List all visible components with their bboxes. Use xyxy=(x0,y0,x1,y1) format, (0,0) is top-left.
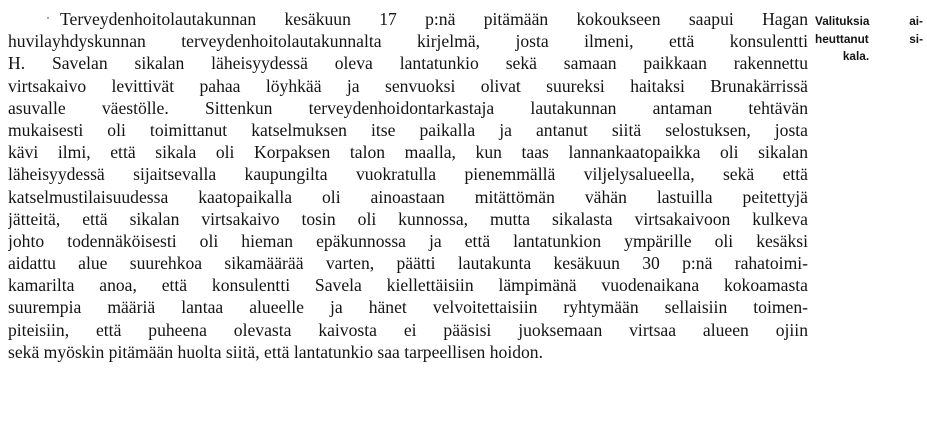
paragraph-line: asuvalle väestölle. Sittenkun terveydenhoidontarkastaja lautakunnan antaman tehtävän xyxy=(8,97,808,118)
paragraph-line: kävi ilmi, että sikala oli Korpaksen talon maalla, kun taas lannankaatopaikka oli sikalan xyxy=(8,142,808,163)
paragraph-line: suurempia määriä lantaa alueelle ja hänet velvoitettaisiin ryhtymään sellaisiin toimen- xyxy=(8,297,808,318)
paragraph-line: johto todennäköisesti oli hieman epäkunnossa ja että lantatunkion ympärille oli kesäksi xyxy=(8,230,808,251)
margin-note-line: heuttanut si- xyxy=(815,31,923,46)
margin-note xyxy=(815,13,923,66)
paragraph-line: sekä myöskin pitämään huolta siitä, että lantatunkio saa tarpeellisen hoidon. xyxy=(8,341,544,362)
paragraph-line: huvilayhdyskunnan terveydenhoitolautakunnalta kirjelmä, josta ilmeni, että konsulentti xyxy=(8,31,808,52)
body-paragraph xyxy=(8,8,808,363)
paragraph-line: aidattu alue suurehkoa sikamäärää varten, päätti lautakunta kesäkuun 30 p:nä rahatoimi- xyxy=(8,253,808,274)
paragraph-line: H. Savelan sikalan läheisyydessä oleva lantatunkio sekä samaan paikkaan rakennettu xyxy=(8,53,808,74)
margin-note-line: Valituksia ai- xyxy=(815,14,923,28)
paragraph-line: mukaisesti oli toimittanut katselmuksen itse paikalla ja antanut siitä selostuksen, josta xyxy=(8,119,808,140)
paragraph-line: Terveydenhoitolautakunnan kesäkuun 17 p:nä pitämään kokoukseen saapui Hagan xyxy=(60,9,808,29)
margin-note-line: kala. xyxy=(842,49,870,63)
paragraph-line: piteisiin, että puheena olevasta kaivosta ei pääsisi juoksemaan virtsaa alueen ojiin xyxy=(8,319,808,340)
paragraph-line: katselmustilaisuudessa kaatopaikalla oli ainoastaan mitättömän vähän lastuilla peitettyjä xyxy=(8,186,808,207)
paragraph-line: läheisyydessä sijaitsevalla kaupungilta vuokratulla pienemmällä viljelysalueella, sekä että xyxy=(8,164,808,185)
paragraph-line: jätteitä, että sikalan virtsakaivo tosin oli kunnossa, mutta sikalasta virtsakaivoon kulkeva xyxy=(8,208,808,229)
paragraph-line: kamarilta anoa, että konsulentti Savela kiellettäisiin lämpimänä vuodenaikana kokoamasta xyxy=(8,275,808,296)
paragraph-line: virtsakaivo levittivät pahaa löyhkää ja senvuoksi olivat suureksi haitaksi Brunakärrissä xyxy=(8,75,808,96)
